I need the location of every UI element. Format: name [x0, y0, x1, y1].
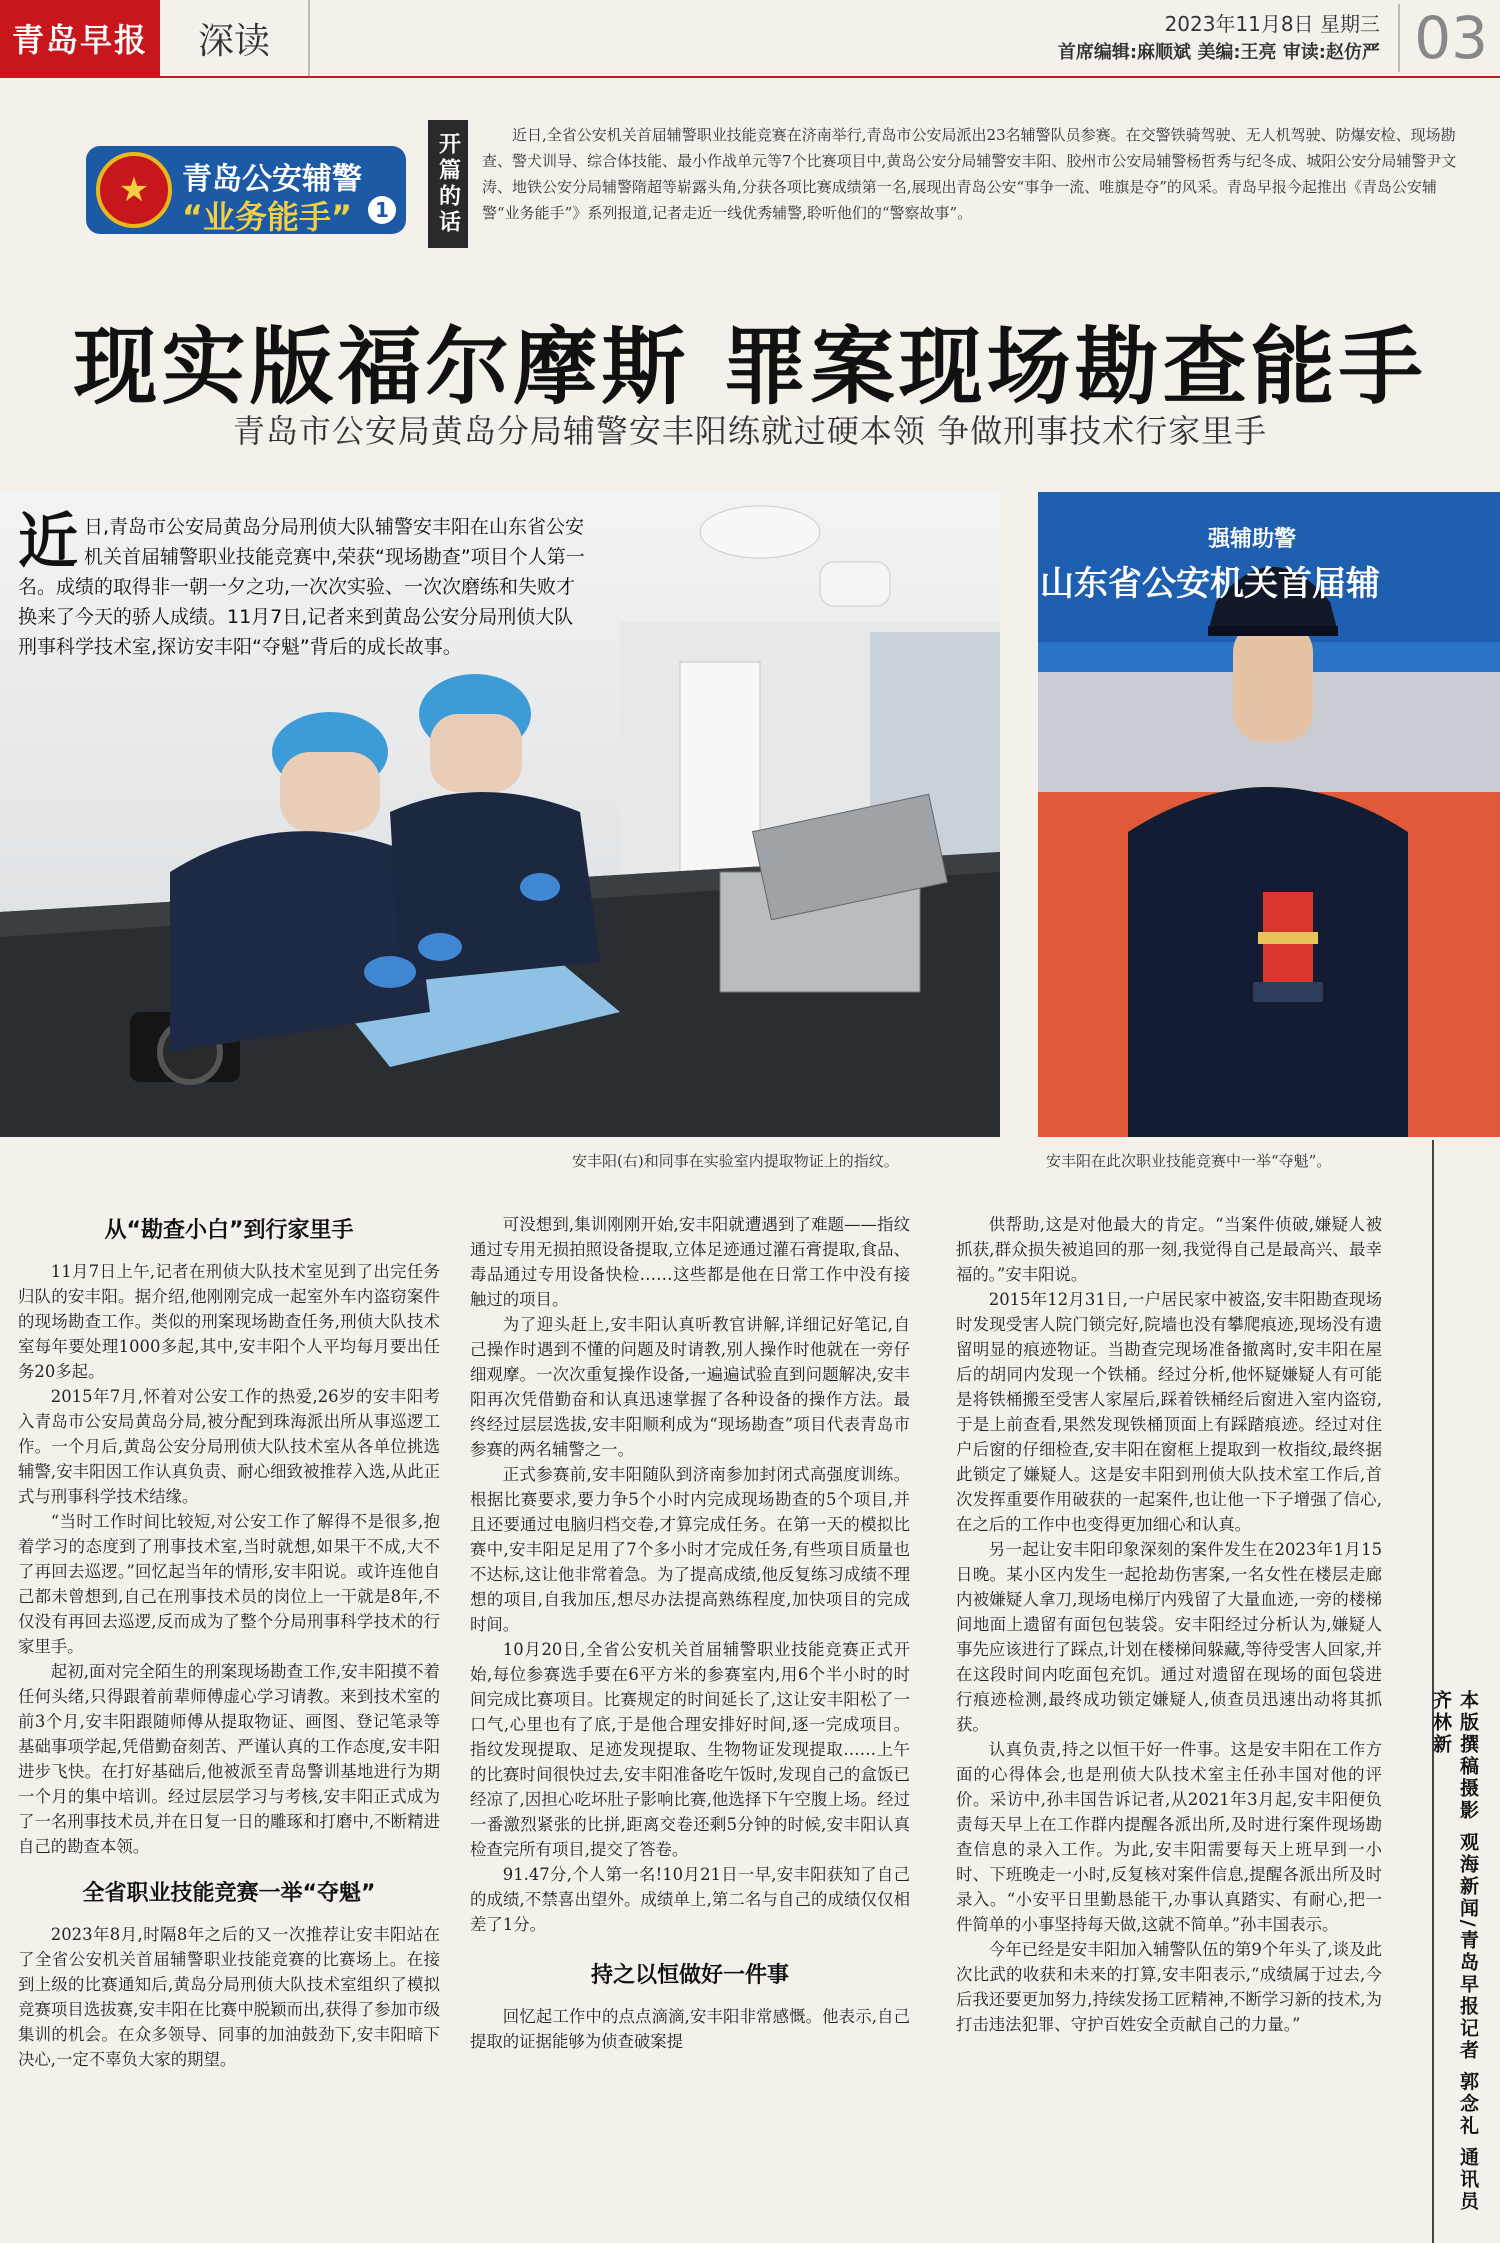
paragraph: 2023年8月,时隔8年之后的又一次推荐让安丰阳站在了全省公安机关首届辅警职业技能竞赛的比赛场上。在接到上级的比赛通知后,黄岛分局刑侦大队技术室组织了模拟竞赛项目选拔赛,安丰阳在比赛中脱颖而出,获得了参加市级集训的机会。在众多领导、同事的加油鼓劲下,安丰阳暗下决心,一定不辜负大家的期望。 [18, 1925, 440, 2069]
paragraph: 供帮助,这是对他最大的肯定。“当案件侦破,嫌疑人被抓获,群众损失被追回的那一刻,我觉得自己是最高兴、最幸福的。”安丰阳说。 [956, 1215, 1382, 1284]
series-number: 1 [368, 196, 396, 224]
banner-top-text: 强辅助警 [1208, 527, 1297, 552]
body-column-3 [956, 1212, 1382, 2037]
body-column-2 [470, 1212, 910, 2054]
paragraph: 2015年12月31日,一户居民家中被盗,安丰阳勘查现场时发现受害人院门锁完好,院墙也没有攀爬痕迹,现场没有遗留明显的痕迹物证。当勘查完现场准备撤离时,安丰阳在屋后的胡同内发现一个铁桶。经过分析,他怀疑嫌疑人有可能是将铁桶搬至受害人家屋后,踩着铁桶经后窗进入室内盗窃,于是上前查看,果然发现铁桶顶面上有踩踏痕迹。经过对住户后窗的仔细检查,安丰阳在窗框上提取到一枚指纹,最终据此锁定了嫌疑人。这是安丰阳到刑侦大队技术室工作后,首次发挥重要作用破获的一起案件,也让他一下子增强了信心,在之后的工作中也变得更加细心和认真。 [956, 1290, 1382, 1534]
lede-text: 日,青岛市公安局黄岛分局刑侦大队辅警安丰阳在山东省公安机关首届辅警职业技能竞赛中,荣获“现场勘查”项目个人第一名。成绩的取得非一朝一夕之功,一次次实验、一次次磨练和失败才换来了今天的骄人成绩。11月7日,记者来到黄岛公安分局刑侦大队刑事科学技术室,探访安丰阳“夺魁”背后的成长故事。 [18, 516, 585, 658]
editor-credits: 首席编辑:麻顺斌 美编:王亮 审读:赵仿严 [1057, 42, 1380, 63]
subheadline: 青岛市公安局黄岛分局辅警安丰阳练就过硬本领 争做刑事技术行家里手 [232, 412, 1268, 450]
paragraph: 10月20日,全省公安机关首届辅警职业技能竞赛正式开始,每位参赛选手要在6平方米的参赛室内,用6个半小时的时间完成比赛项目。比赛规定的时间延长了,这让安丰阳松了一口气,心里也有了底,于是他合理安排好时间,逐一完成项目。指纹发现提取、足迹发现提取、生物物证发现提取……上午的比赛时间很快过去,安丰阳准备吃午饭时,发现自己的盒饭已经凉了,因担心吃坏肚子影响比赛,他选择下午空腹上场。经过一番激烈紧张的比拼,距离交卷还剩5分钟的时候,安丰阳认真检查完所有项目,提交了答卷。 [470, 1640, 910, 1859]
paragraph: 另一起让安丰阳印象深刻的案件发生在2023年1月15日晚。某小区内发生一起抢劫伤害案,一名女性在楼层走廊内被嫌疑人拿刀,现场电梯厅内残留了大量血迹,一旁的楼梯间地面上遗留有面包包装袋。安丰阳经过分析认为,嫌疑人事先应该进行了踩点,计划在楼梯间躲藏,等待受害人回家,并在这段时间内吃面包充饥。通过对遗留在现场的面包袋进行痕迹检测,最终成功锁定嫌疑人,侦查员迅速出动将其抓获。 [956, 1540, 1382, 1734]
series-title-line1: 青岛公安辅警 [182, 162, 362, 197]
paragraph: 2015年7月,怀着对公安工作的热爱,26岁的安丰阳考入青岛市公安局黄岛分局,被分配到珠海派出所从事巡逻工作。一个月后,黄岛公安分局刑侦大队技术室从各单位挑选辅警,安丰阳因工作认真负责、耐心细致被推荐入选,从此正式与刑事科学技术结缘。 [18, 1387, 440, 1506]
paragraph: 11月7日上午,记者在刑侦大队技术室见到了出完任务归队的安丰阳。据介绍,他刚刚完成一起室外车内盗窃案件的现场勘查工作。类似的刑案现场勘查任务,刑侦大队技术室每年要处理1000多起,其中,安丰阳个人平均每月要出任务20多起。 [18, 1262, 440, 1381]
paragraph: 正式参赛前,安丰阳随队到济南参加封闭式高强度训练。根据比赛要求,要力争5个小时内完成现场勘查的5个项目,并且还要通过电脑归档交卷,才算完成任务。在第一天的模拟比赛中,安丰阳足足用了7个多小时才完成任务,有些项目质量也不达标,这让他非常着急。为了提高成绩,他反复练习成绩不理想的项目,自我加压,想尽办法提高熟练程度,加快项目的完成时间。 [470, 1465, 910, 1634]
headline: 现实版福尔摩斯 罪案现场勘查能手 [73, 318, 1427, 416]
photo-caption-left: 安丰阳(右)和同事在实验室内提取物证上的指纹。 [572, 1152, 899, 1170]
paragraph: “当时工作时间比较短,对公安工作了解得不是很多,抱着学习的态度到了刑事技术室,当时就想,如果干不成,大不了再回去巡逻。”回忆起当年的情形,安丰阳说。或许连他自己都未曾想到,自己在刑事技术员的岗位上一干就是8年,不仅没有再回去巡逻,反而成为了整个分局刑事科学技术的行家里手。 [18, 1512, 440, 1656]
series-badge [86, 146, 406, 234]
opening-tag: 开篇的话 [428, 120, 468, 248]
byline-credits: 本版撰稿摄影 观海新闻/青岛早报记者 郭念礼 通讯员 齐林新 [1430, 1690, 1479, 2213]
page-number: 03 [1398, 4, 1488, 72]
paragraph: 为了迎头赶上,安丰阳认真听教官讲解,详细记好笔记,自己操作时遇到不懂的问题及时请教,别人操作时他就在一旁仔细观摩。一次次重复操作设备,一遍遍试验直到问题解决,安丰阳再次凭借勤奋和认真迅速掌握了各种设备的操作方法。最终经过层层选拔,安丰阳顺利成为“现场勘查”项目代表青岛市参赛的两名辅警之一。 [470, 1315, 910, 1459]
body-column-1 [18, 1208, 440, 2072]
banner-text: 山东省公安机关首届辅 [1040, 564, 1380, 604]
paragraph: 91.47分,个人第一名!10月21日一早,安丰阳获知了自己的成绩,不禁喜出望外。成绩单上,第二名与自己的成绩仅仅相差了1分。 [470, 1865, 910, 1934]
paragraph: 起初,面对完全陌生的刑案现场勘查工作,安丰阳摸不着任何头绪,只得跟着前辈师傅虚心学习请教。来到技术室的前3个月,安丰阳跟随师傅从提取物证、画图、登记笔录等基础事项学起,凭借勤奋刻苦、严谨认真的工作态度,安丰阳进步飞快。在打好基础后,他被派至青岛警训基地进行为期一个月的集中培训。经过层层学习与考核,安丰阳正式成为了一名刑事技术员,并在日复一日的雕琢和打磨中,不断精进自己的勘查本领。 [18, 1662, 440, 1856]
photo-caption-right: 安丰阳在此次职业技能竞赛中一举“夺魁”。 [1046, 1152, 1332, 1170]
paragraph: 回忆起工作中的点点滴滴,安丰阳非常感慨。他表示,自己提取的证据能够为侦查破案提 [470, 2007, 910, 2051]
paragraph: 可没想到,集训刚刚开始,安丰阳就遭遇到了难题——指纹通过专用无损拍照设备提取,立体足迹通过灌石膏提取,食品、毒品通过专用设备快检……这些都是他在日常工作中没有接触过的项目。 [470, 1215, 910, 1309]
series-intro: 近日,全省公安机关首届辅警职业技能竞赛在济南举行,青岛市公安局派出23名辅警队员参赛。在交警铁骑驾驶、无人机驾驶、防爆安检、现场勘查、警犬训导、综合体技能、最小作战单元等7个比赛项目中,黄岛公安分局辅警安丰阳、胶州市公安局辅警杨哲秀与纪冬成、城阳公安分局辅警尹文涛、地铁公安分局辅警隋超等崭露头角,分获各项比赛成绩第一名,展现出青岛公安“事争一流、唯旗是夺”的风采。青岛早报今起推出《青岛公安辅警“业务能手”》系列报道,记者走近一线优秀辅警,聆听他们的“警察故事”。 [482, 126, 1457, 222]
paragraph: 认真负责,持之以恒干好一件事。这是安丰阳在工作方面的心得体会,也是刑侦大队技术室主任孙丰国对他的评价。采访中,孙丰国告诉记者,从2021年3月起,安丰阳便负责每天早上在工作群内提醒各派出所,及时进行案件现场勘查信息的录入工作。为此,安丰阳需要每天上班早到一小时、下班晚走一小时,反复核对案件信息,提醒各派出所及时录入。“小安平日里勤恳能干,办事认真踏实、有耐心,把一件简单的小事坚持每天做,这就不简单。”孙丰国表示。 [956, 1740, 1382, 1934]
police-emblem-icon: ★ [96, 152, 172, 228]
paragraph: 今年已经是安丰阳加入辅警队伍的第9个年头了,谈及此次比武的收获和未来的打算,安丰阳表示,“成绩属于过去,今后我还要更加努力,持续发扬工匠精神,不断学习新的技术,为打击违法犯罪、守护百姓安全贡献自己的力量。” [956, 1940, 1382, 2034]
section-heading-2: 全省职业技能竞赛一举“夺魁” [82, 1881, 376, 1906]
drop-cap: 近 [18, 507, 78, 577]
section-heading-1: 从“勘查小白”到行家里手 [104, 1218, 354, 1243]
header-rule [0, 76, 1500, 78]
issue-date: 2023年11月8日 星期三 [1164, 12, 1380, 36]
section-name: 深读 [160, 0, 310, 76]
section-heading-3: 持之以恒做好一件事 [590, 1963, 789, 1988]
newspaper-logo: 青岛早报 [0, 0, 160, 76]
award-photo [1038, 492, 1500, 1137]
lede-paragraph [18, 507, 586, 662]
series-title-line2: “业务能手” [182, 198, 353, 236]
